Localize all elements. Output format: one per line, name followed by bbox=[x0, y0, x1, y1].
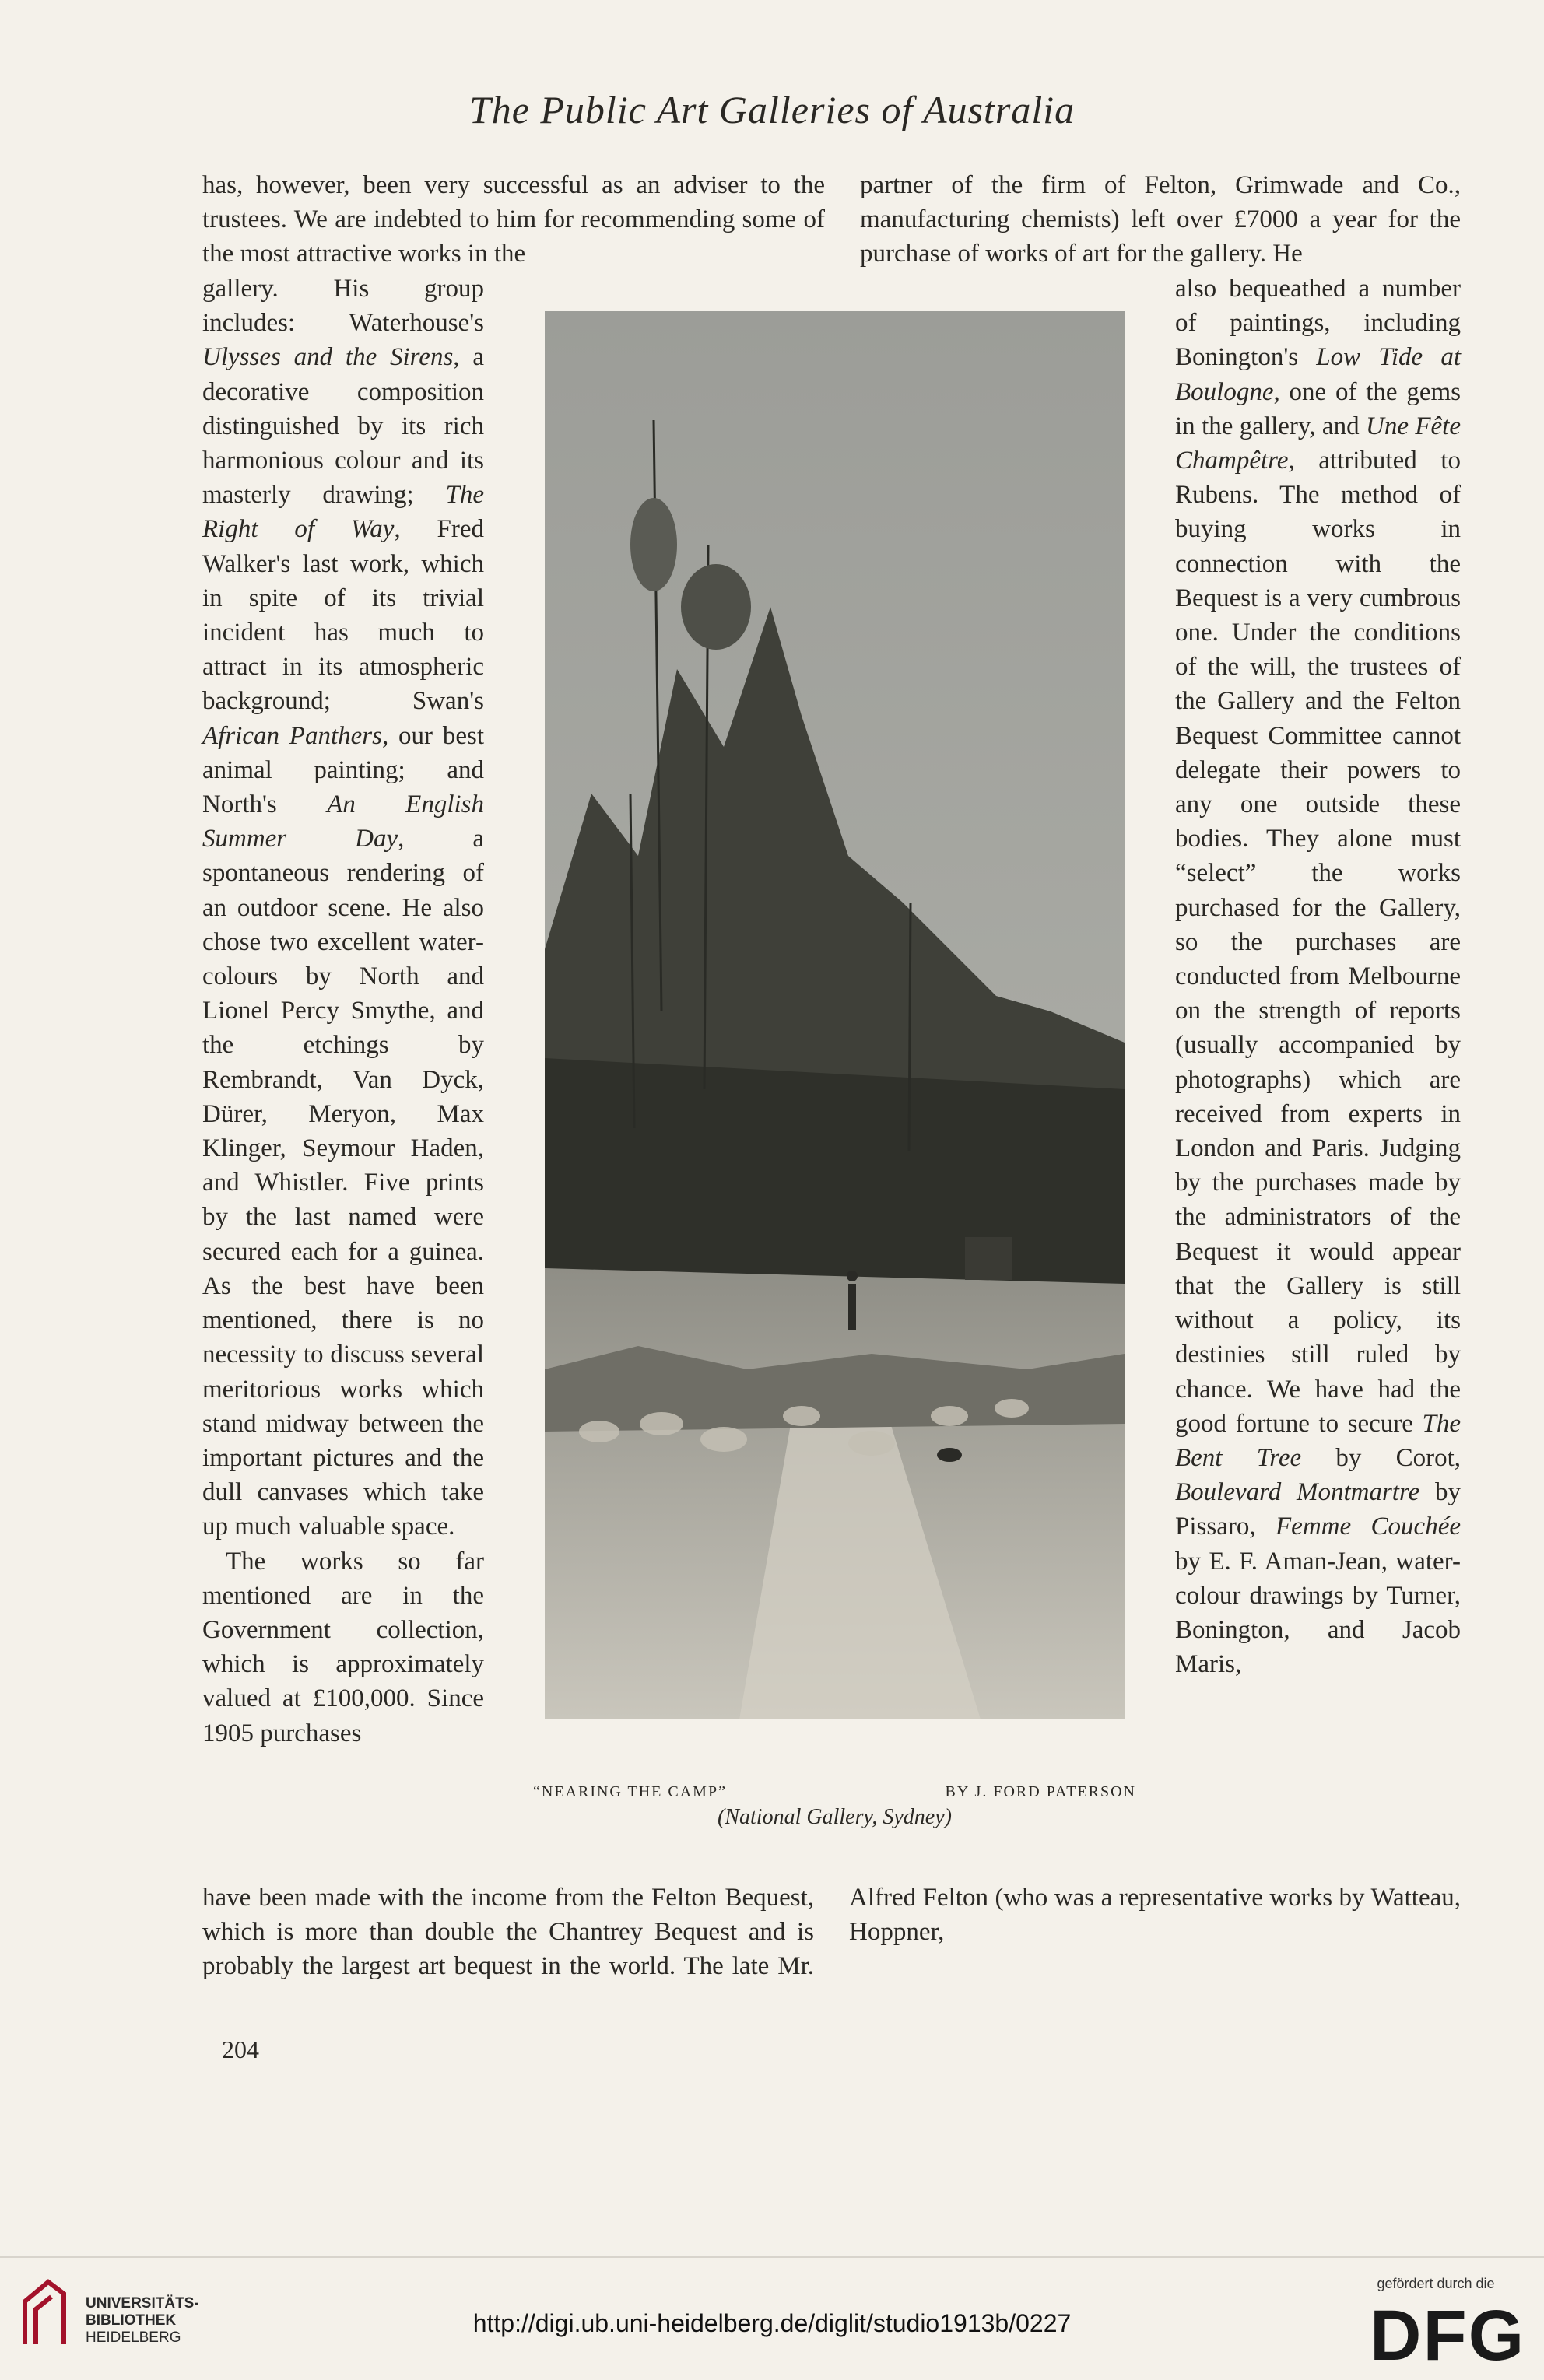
text-run: , a spontaneous rendering of an outdoor scene. He also chose two excellent water-colours by North and Lionel Percy Smythe, and the etchings by Rembrandt, Van Dyck, Dürer, Meryon, Max Klinger, Seymour Haden, and Whistler. Five prints by the last named were secured each for a guinea. As the best have been mentioned, there is no necessity to discuss several meritorious works which stand midway between the important pictures and the dull canvases which take up much valuable space. bbox=[202, 825, 484, 1541]
library-name-line-1: UNIVERSITÄTS- bbox=[86, 2295, 199, 2312]
text-wrap-right bbox=[1175, 272, 1461, 1681]
text-run: by Corot, bbox=[1301, 1443, 1461, 1472]
italic-title: The Bent Tree bbox=[1175, 1409, 1461, 1472]
illustration-nearing-the-camp bbox=[545, 311, 1125, 1719]
italic-title: An English Summer Day bbox=[202, 790, 484, 854]
text-wrap-left bbox=[202, 272, 484, 1751]
painting-image bbox=[545, 311, 1125, 1719]
wrap-left-paragraph-1 bbox=[202, 272, 484, 1544]
italic-title: Ulysses and the Sirens bbox=[202, 343, 454, 372]
text-bottom bbox=[202, 1881, 1461, 1984]
text-run: , attributed to Rubens. The method of buying works in connection with the Bequest is a very cumbrous one. Under the conditions of the will, the trustees of the Gallery and the Felton Bequest Committee cannot delegate their powers to any one outside these bodies. They alone must “select” the works purchased for the Gallery, so the purchases are conducted from Melbourne on the strength of reports (usually accompanied by photographs) which are received from experts in London and Paris. Judging by the purchases made by the administrators of the Bequest it would appear that the Gallery is still without a policy, its destinies still ruled by chance. We have had the good fortune to secure bbox=[1175, 447, 1461, 1438]
text-top-right: partner of the firm of Felton, Grimwade and Co., manufacturing chemists) left over £7000 a year for the purchase of works of art for the gallery. He bbox=[860, 171, 1461, 268]
wrap-left-paragraph-2: The works so far mentioned are in the Government collection, which is approximately valued at £100,000. Since 1905 purchases bbox=[202, 1547, 484, 1747]
permalink-url[interactable]: http://digi.ub.uni-heidelberg.de/diglit/studio1913b/0227 bbox=[472, 2309, 1072, 2337]
italic-title: Boulevard Montmartre bbox=[1175, 1478, 1420, 1507]
figure-title: “NEARING THE CAMP” bbox=[533, 1783, 727, 1800]
wrap-right-paragraph bbox=[1175, 272, 1461, 1681]
dfg-logo: DFG bbox=[1370, 2296, 1526, 2375]
text-run: , Fred Walker's last work, which in spite of its trivial incident has much to attract in its atmospheric background; Swan's bbox=[202, 515, 484, 716]
text-run: gallery. His group includes: Waterhouse's bbox=[202, 275, 484, 338]
text-run: , our best animal painting; and North's bbox=[202, 721, 484, 819]
text-run: by E. F. Aman-Jean, water-colour drawings by Turner, Bonington, and Jacob Maris, bbox=[1175, 1547, 1461, 1679]
library-name-line-2: BIBLIOTHEK bbox=[86, 2312, 177, 2329]
figure-caption bbox=[533, 1783, 1136, 1801]
bottom-left-text: have been made with the income from the Felton Bequest, which is more than double the Chantrey Bequest and is probably the largest art bequest in the world. The late Mr. Alfred Felton (who was a representative works by Watteau, Hoppner, bbox=[202, 1884, 1461, 1981]
italic-title: Low Tide at Boulogne bbox=[1175, 343, 1461, 406]
funding-note: gefördert durch die bbox=[1377, 2276, 1495, 2291]
text-run: , one of the gems in the gallery, and bbox=[1175, 377, 1461, 440]
figure-credit: (National Gallery, Sydney) bbox=[718, 1805, 952, 1829]
page-number: 204 bbox=[222, 2035, 259, 2063]
running-title: The Public Art Galleries of Australia bbox=[468, 88, 1076, 131]
italic-title: The Right of Way bbox=[202, 481, 484, 544]
footer-divider bbox=[0, 2256, 1544, 2258]
italic-title: African Panthers bbox=[202, 721, 382, 750]
text-run: , a decorative composition distinguished by its rich harmonious colour and its masterly drawing; bbox=[202, 343, 484, 510]
library-name-line-3: HEIDELBERG bbox=[86, 2329, 181, 2346]
text-run: also bequeathed a number of paintings, including Bonington's bbox=[1175, 275, 1461, 372]
italic-title: Femme Couchée bbox=[1276, 1512, 1461, 1541]
text-run: by Pissaro, bbox=[1175, 1478, 1461, 1541]
italic-title: Une Fête Champêtre bbox=[1175, 412, 1461, 475]
figure-artist: BY J. FORD PATERSON bbox=[945, 1783, 1136, 1800]
text-top-left: has, however, been very successful as an adviser to the trustees. We are indebted to him for recommending some of the most attractive works in the bbox=[202, 171, 825, 268]
